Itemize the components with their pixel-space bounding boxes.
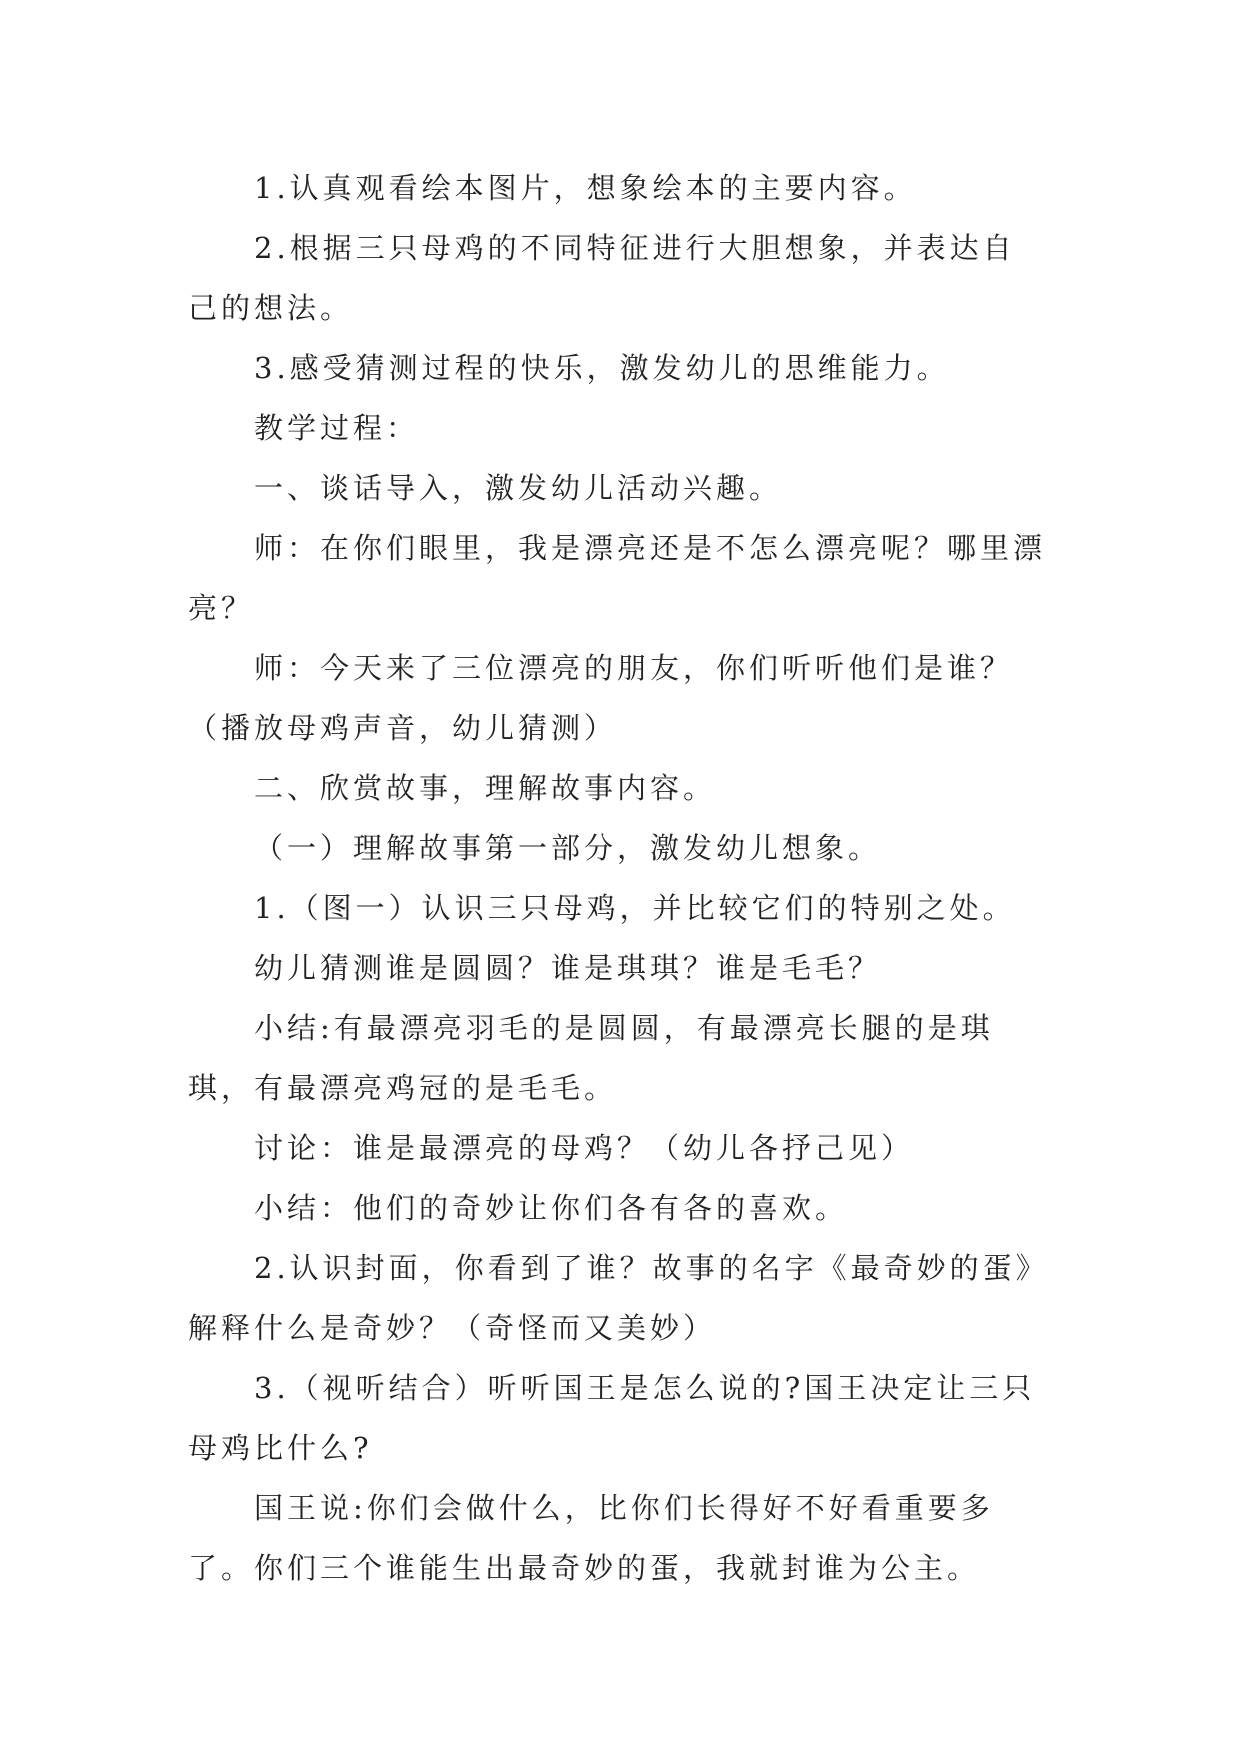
paragraph-subsection-1: （一）理解故事第一部分，激发幼儿想象。 (254, 831, 882, 865)
paragraph-section-1: 一、谈话导入，激发幼儿活动兴趣。 (254, 471, 783, 505)
paragraph-step-1: 1.（图一）认识三只母鸡，并比较它们的特别之处。 (254, 891, 1016, 925)
paragraph-summary-2: 小结：他们的奇妙让你们各有各的喜欢。 (254, 1191, 849, 1225)
paragraph-step-3: 3.（视听结合）听听国王是怎么说的?国王决定让三只母鸡比什么? (188, 1371, 1036, 1465)
paragraph-summary-1: 小结:有最漂亮羽毛的是圆圆，有最漂亮长腿的是琪琪，有最漂亮鸡冠的是毛毛。 (188, 1011, 994, 1105)
paragraph-teacher-question-1: 师：在你们眼里，我是漂亮还是不怎么漂亮呢？哪里漂亮？ (188, 531, 1047, 625)
paragraph-king-says: 国王说:你们会做什么，比你们长得好不好看重要多了。你们三个谁能生出最奇妙的蛋，我就封谁为公主。 (188, 1491, 994, 1585)
paragraph-section-2: 二、欣赏故事，理解故事内容。 (254, 771, 717, 805)
paragraph-objective-1: 1.认真观看绘本图片，想象绘本的主要内容。 (254, 171, 917, 205)
paragraph-teacher-question-2: 师：今天来了三位漂亮的朋友，你们听听他们是谁？（播放母鸡声音，幼儿猜测） (188, 651, 1014, 745)
paragraph-objective-3: 3.感受猜测过程的快乐，激发幼儿的思维能力。 (254, 351, 950, 385)
paragraph-step-2: 2.认识封面，你看到了谁？故事的名字《最奇妙的蛋》解释什么是奇妙？（奇怪而又美妙） (188, 1251, 1035, 1345)
paragraph-guess: 幼儿猜测谁是圆圆？谁是琪琪？谁是毛毛？ (254, 951, 882, 985)
paragraph-discussion: 讨论：谁是最漂亮的母鸡？（幼儿各抒己见） (254, 1131, 915, 1165)
document-body (188, 158, 1048, 1598)
paragraph-process-heading: 教学过程： (254, 411, 420, 445)
paragraph-objective-2: 2.根据三只母鸡的不同特征进行大胆想象，并表达自己的想法。 (188, 231, 1016, 325)
